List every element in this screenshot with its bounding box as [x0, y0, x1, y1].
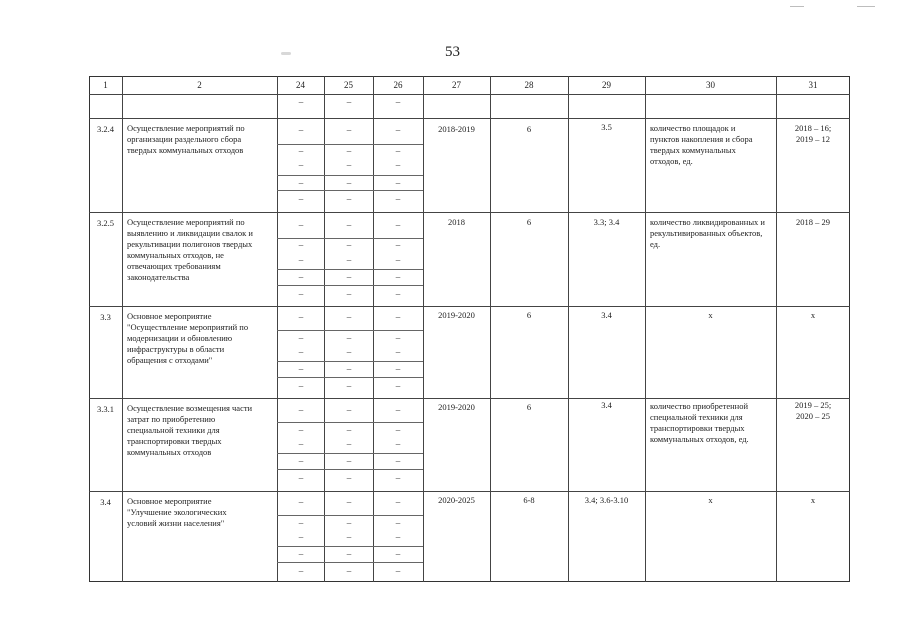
sub-row-line	[277, 144, 423, 145]
column-separator	[373, 76, 374, 582]
row-code: 3.3.1	[97, 404, 114, 414]
dash-cell: –	[395, 381, 401, 391]
dash-cell: –	[298, 97, 304, 107]
text-line: выявлению и ликвидации свалок и	[127, 228, 253, 238]
text-line: Основное мероприятие	[127, 496, 212, 506]
row-col29: 3.4	[601, 400, 612, 410]
text-line: законодательства	[127, 272, 190, 282]
dash-cell: –	[346, 405, 352, 415]
row-values: х	[810, 495, 816, 505]
sub-row-line	[277, 422, 423, 423]
row-separator	[89, 306, 850, 307]
sub-row-line	[277, 175, 423, 176]
row-col29: 3.3; 3.4	[593, 217, 620, 227]
dash-cell: –	[346, 125, 352, 135]
dash-cell: –	[395, 97, 401, 107]
column-separator	[423, 76, 424, 582]
row-name	[127, 217, 275, 283]
text-line: рекультивированных объектов,	[650, 228, 763, 238]
dash-cell: –	[395, 497, 401, 507]
dash-cell: –	[346, 549, 352, 559]
corner-mark	[857, 6, 875, 7]
row-name	[127, 311, 275, 366]
dash-cell: –	[346, 240, 352, 250]
scan-mark	[281, 52, 291, 55]
dash-cell: –	[395, 194, 401, 204]
dash-cell: –	[298, 518, 304, 528]
row-indicator: х	[708, 495, 713, 505]
row-years: 2020-2025	[438, 495, 475, 505]
row-col28: 6	[526, 217, 532, 227]
dash-cell: –	[395, 178, 401, 188]
text-line: твердых коммунальных отходов	[127, 145, 244, 155]
row-separator	[89, 118, 850, 119]
dash-cell: –	[346, 347, 352, 357]
text-line: "Улучшение экологических	[127, 507, 227, 517]
row-indicator	[650, 401, 774, 445]
text-line: условий жизни населения"	[127, 518, 225, 528]
dash-cell: –	[395, 347, 401, 357]
text-line: 2018 – 29	[796, 217, 830, 227]
header-cell: 1	[103, 80, 108, 90]
dash-cell: –	[298, 381, 304, 391]
sub-row-line	[277, 269, 423, 270]
row-years: 2018	[448, 217, 465, 227]
dash-cell: –	[395, 425, 401, 435]
column-separator	[490, 76, 491, 582]
row-name	[127, 496, 275, 529]
row-name	[127, 123, 275, 156]
dash-cell: –	[298, 220, 304, 230]
dash-cell: –	[298, 194, 304, 204]
dash-cell: –	[298, 125, 304, 135]
text-line: количество ликвидированных и	[650, 217, 765, 227]
column-separator	[645, 76, 646, 582]
text-line: Осуществление мероприятий по	[127, 217, 245, 227]
dash-cell: –	[346, 289, 352, 299]
header-cell: 28	[524, 80, 534, 90]
dash-cell: –	[346, 97, 352, 107]
dash-cell: –	[346, 439, 352, 449]
dash-cell: –	[346, 272, 352, 282]
text-line: "Осуществление мероприятий по	[127, 322, 249, 332]
dash-cell: –	[346, 518, 352, 528]
dash-cell: –	[346, 532, 352, 542]
row-indicator	[650, 217, 774, 250]
text-line: 2019 – 12	[796, 134, 830, 144]
sub-row-line	[277, 238, 423, 239]
dash-cell: –	[346, 312, 352, 322]
sub-row-line	[277, 377, 423, 378]
dash-cell: –	[346, 178, 352, 188]
row-col28: 6	[526, 124, 532, 134]
text-line: специальной техники для	[650, 412, 743, 422]
page-number: 53	[445, 44, 460, 60]
row-code: 3.2.5	[97, 218, 114, 228]
row-name	[127, 403, 275, 458]
dash-cell: –	[395, 312, 401, 322]
dash-cell: –	[395, 240, 401, 250]
row-indicator: х	[708, 310, 713, 320]
dash-cell: –	[298, 289, 304, 299]
dash-cell: –	[395, 532, 401, 542]
text-line: коммунальных отходов	[127, 447, 212, 457]
row-years: 2019-2020	[438, 310, 475, 320]
text-line: 2019 – 25;	[794, 400, 832, 410]
dash-cell: –	[395, 566, 401, 576]
dash-cell: –	[298, 347, 304, 357]
text-line: отходов, ед.	[650, 156, 693, 166]
row-col28: 6-8	[523, 495, 535, 505]
dash-cell: –	[298, 364, 304, 374]
sub-row-line	[277, 285, 423, 286]
text-line: 2020 – 25	[796, 411, 830, 421]
header-cell: 29	[602, 80, 611, 90]
dash-cell: –	[346, 473, 352, 483]
dash-cell: –	[395, 125, 401, 135]
sub-row-line	[277, 515, 423, 516]
dash-cell: –	[395, 473, 401, 483]
row-col29: 3.4; 3.6-3.10	[584, 495, 629, 505]
dash-cell: –	[298, 456, 304, 466]
row-values	[776, 123, 850, 145]
dash-cell: –	[346, 160, 352, 170]
text-line: организации раздельного сбора	[127, 134, 242, 144]
dash-cell: –	[346, 364, 352, 374]
dash-cell: –	[346, 220, 352, 230]
dash-cell: –	[346, 381, 352, 391]
text-line: 2018 – 16;	[794, 123, 832, 133]
dash-cell: –	[346, 456, 352, 466]
row-separator	[89, 212, 850, 213]
text-line: модернизации и обновлению	[127, 333, 233, 343]
corner-mark	[790, 6, 804, 7]
sub-row-line	[277, 453, 423, 454]
dash-cell: –	[298, 473, 304, 483]
sub-row-line	[277, 361, 423, 362]
row-code: 3.3	[100, 312, 111, 322]
row-years: 2018-2019	[438, 124, 475, 134]
text-line: Осуществление мероприятий по	[127, 123, 245, 133]
sub-row-line	[277, 562, 423, 563]
header-cell: 25	[344, 80, 353, 90]
dash-cell: –	[298, 312, 304, 322]
row-col28: 6	[526, 402, 532, 412]
header-cell: 30	[706, 80, 715, 90]
row-separator	[89, 491, 850, 492]
dash-cell: –	[395, 364, 401, 374]
text-line: Осуществление возмещения части	[127, 403, 253, 413]
row-code: 3.2.4	[97, 124, 114, 134]
header-cell: 24	[296, 80, 305, 90]
dash-cell: –	[298, 549, 304, 559]
dash-cell: –	[298, 255, 304, 265]
dash-cell: –	[346, 146, 352, 156]
dash-cell: –	[395, 456, 401, 466]
text-line: отвечающих требованиям	[127, 261, 221, 271]
text-line: пунктов накопления и сбора	[650, 134, 753, 144]
dash-cell: –	[395, 220, 401, 230]
dash-cell: –	[298, 240, 304, 250]
dash-cell: –	[298, 439, 304, 449]
column-separator	[776, 76, 777, 582]
dash-cell: –	[395, 333, 401, 343]
dash-cell: –	[395, 405, 401, 415]
dash-cell: –	[395, 160, 401, 170]
text-line: транспортировки твердых	[127, 436, 222, 446]
row-separator	[89, 398, 850, 399]
dash-cell: –	[346, 194, 352, 204]
dash-cell: –	[395, 439, 401, 449]
text-line: ед.	[650, 239, 661, 249]
row-code: 3.4	[100, 497, 111, 507]
dash-cell: –	[346, 497, 352, 507]
dash-cell: –	[346, 566, 352, 576]
header-cell: 2	[197, 80, 202, 90]
dash-cell: –	[298, 425, 304, 435]
row-col29: 3.4	[601, 310, 612, 320]
row-values	[776, 217, 850, 228]
text-line: специальной техники для	[127, 425, 220, 435]
text-line: рекультивации полигонов твердых	[127, 239, 253, 249]
sub-row-line	[277, 546, 423, 547]
row-col29: 3.5	[601, 122, 612, 132]
column-separator	[277, 76, 278, 582]
row-values: х	[810, 310, 816, 320]
dash-cell: –	[298, 160, 304, 170]
text-line: транспортировки твердых	[650, 423, 745, 433]
row-years: 2019-2020	[438, 402, 475, 412]
text-line: обращения с отходами"	[127, 355, 213, 365]
dash-cell: –	[298, 566, 304, 576]
sub-row-line	[277, 330, 423, 331]
column-separator	[324, 76, 325, 582]
dash-cell: –	[298, 333, 304, 343]
text-line: коммунальных отходов, не	[127, 250, 224, 260]
dash-cell: –	[298, 146, 304, 156]
dash-cell: –	[298, 497, 304, 507]
dash-cell: –	[346, 255, 352, 265]
column-separator	[568, 76, 569, 582]
text-line: инфраструктуры в области	[127, 344, 225, 354]
dash-cell: –	[395, 289, 401, 299]
dash-cell: –	[395, 518, 401, 528]
dash-cell: –	[395, 146, 401, 156]
header-cell: 31	[808, 80, 818, 90]
text-line: затрат по приобретению	[127, 414, 216, 424]
dash-cell: –	[395, 255, 401, 265]
row-indicator	[650, 123, 774, 167]
row-col28: 6	[526, 310, 532, 320]
text-line: количество площадок и	[650, 123, 736, 133]
dash-cell: –	[346, 333, 352, 343]
dash-cell: –	[298, 272, 304, 282]
header-cell: 27	[452, 80, 461, 90]
text-line: количество приобретенной	[650, 401, 749, 411]
row-separator	[89, 94, 850, 95]
dash-cell: –	[298, 405, 304, 415]
dash-cell: –	[395, 549, 401, 559]
dash-cell: –	[346, 425, 352, 435]
header-cell: 26	[393, 80, 403, 90]
text-line: твердых коммунальных	[650, 145, 736, 155]
sub-row-line	[277, 469, 423, 470]
text-line: Основное мероприятие	[127, 311, 212, 321]
dash-cell: –	[298, 532, 304, 542]
dash-cell: –	[395, 272, 401, 282]
column-separator	[122, 76, 123, 582]
row-values	[776, 400, 850, 422]
sub-row-line	[277, 190, 423, 191]
dash-cell: –	[298, 178, 304, 188]
text-line: коммунальных отходов, ед.	[650, 434, 749, 444]
